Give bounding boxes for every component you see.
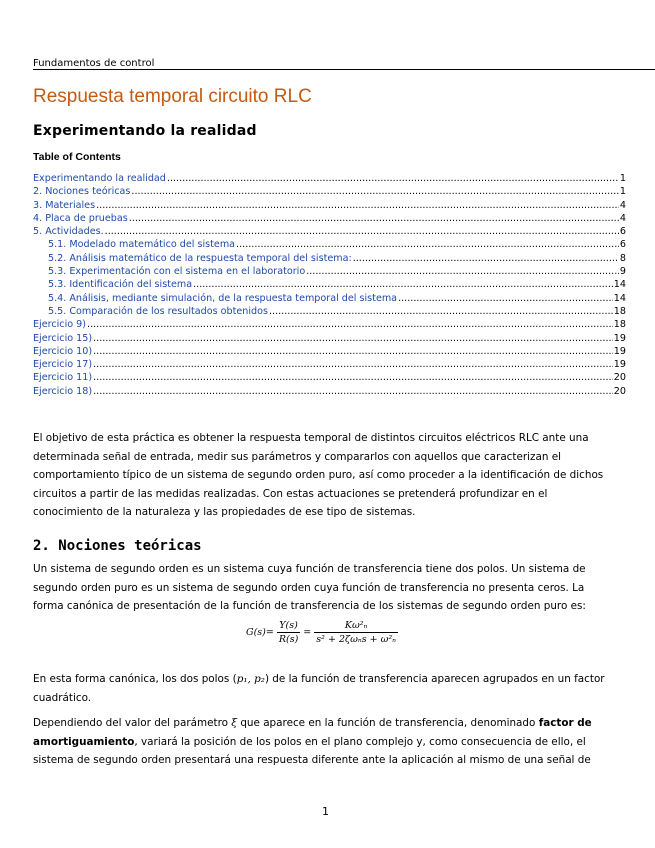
toc-entry-page: 19 bbox=[613, 345, 626, 357]
toc-entry-label[interactable]: 5.1. Modelado matemático del sistema bbox=[48, 239, 236, 251]
intro-paragraph: El objetivo de esta práctica es obtener la respuesta temporal de distintos circuitos eléctricos RLC ante una determinada señal de entrada, medir sus parámetros y compararlos con aquellos que caracterizan el comportamiento típico de un sistema de segundo orden puro, así como proceder a la identificación de dichos circuitos a partir de las medidas realizadas. Con estas actuaciones se pretenderá profundizar en el conocimiento de la naturaleza y las propiedades de ese tipo de sistemas. bbox=[33, 432, 604, 518]
toc-leader-dots bbox=[193, 279, 613, 290]
formula-denominator-1: R(s) bbox=[278, 634, 299, 645]
formula-equals: = bbox=[303, 627, 312, 638]
toc-entry[interactable] bbox=[33, 293, 626, 306]
formula-denominator-2: s² + 2ζωₙs + ω²ₙ bbox=[316, 634, 397, 645]
toc-entry[interactable] bbox=[33, 372, 626, 385]
toc-entry-page: 20 bbox=[613, 372, 626, 384]
toc-entry[interactable] bbox=[33, 346, 626, 359]
toc-entry[interactable] bbox=[33, 200, 626, 213]
toc-entry-label[interactable]: Ejercicio 17) bbox=[33, 359, 93, 371]
theory-paragraph-2 bbox=[33, 670, 618, 707]
paragraph-text: ) de la función de transferencia aparecen agrupados en un factor cuadrático. bbox=[33, 673, 605, 704]
toc-entry[interactable] bbox=[33, 226, 626, 239]
toc-entry-page: 6 bbox=[619, 226, 626, 238]
toc-entry[interactable] bbox=[33, 173, 626, 186]
table-of-contents bbox=[33, 173, 626, 399]
toc-leader-dots bbox=[236, 239, 619, 250]
toc-entry-label[interactable]: 5.3. Experimentación con el sistema en el laboratorio bbox=[48, 266, 306, 278]
running-header: Fundamentos de control bbox=[33, 58, 155, 69]
toc-entry-page: 14 bbox=[613, 292, 626, 304]
toc-entry-label[interactable]: Ejercicio 11) bbox=[33, 372, 93, 384]
toc-entry-page: 14 bbox=[613, 279, 626, 291]
toc-leader-dots bbox=[398, 293, 613, 304]
toc-entry-page: 20 bbox=[613, 385, 626, 397]
formula-numerator-2: Kω²ₙ bbox=[344, 620, 368, 631]
toc-entry-page: 1 bbox=[619, 186, 626, 198]
toc-entry-label[interactable]: 4. Placa de pruebas bbox=[33, 212, 128, 224]
toc-leader-dots bbox=[306, 266, 619, 277]
toc-leader-dots bbox=[131, 186, 619, 197]
section-title-nociones: 2. Nociones teóricas bbox=[33, 538, 202, 554]
toc-entry[interactable] bbox=[33, 239, 626, 252]
toc-entry[interactable] bbox=[33, 213, 626, 226]
toc-entry-page: 4 bbox=[619, 212, 626, 224]
formula-numerator-1: Y(s) bbox=[279, 620, 298, 631]
toc-entry-page: 9 bbox=[619, 266, 626, 278]
toc-entry[interactable] bbox=[33, 186, 626, 199]
toc-entry-label[interactable]: Ejercicio 18) bbox=[33, 385, 93, 397]
toc-leader-dots bbox=[105, 226, 619, 237]
toc-leader-dots bbox=[353, 253, 619, 264]
toc-leader-dots bbox=[129, 213, 619, 224]
toc-entry[interactable] bbox=[33, 359, 626, 372]
toc-entry-label[interactable]: 5.5. Comparación de los resultados obtenidos bbox=[48, 305, 268, 317]
paragraph-text: que aparece en la función de transferencia, denominado bbox=[237, 717, 539, 729]
toc-entry-page: 18 bbox=[613, 319, 626, 331]
paragraph-text: Dependiendo del valor del parámetro bbox=[33, 717, 232, 729]
poles-symbol: p₁, p₂ bbox=[236, 673, 265, 685]
paragraph-text: En esta forma canónica, los dos polos ( bbox=[33, 673, 237, 685]
toc-entry-label[interactable]: Experimentando la realidad bbox=[33, 173, 166, 184]
toc-entry[interactable] bbox=[33, 333, 626, 346]
toc-entry-page: 6 bbox=[619, 239, 626, 251]
toc-leader-dots bbox=[93, 386, 613, 397]
toc-entry-label[interactable]: 5. Actividades. bbox=[33, 226, 104, 238]
xi-symbol: ξ bbox=[231, 717, 238, 729]
toc-entry[interactable] bbox=[33, 386, 626, 399]
transfer-function-formula bbox=[246, 620, 401, 645]
formula-fraction-2 bbox=[314, 620, 398, 645]
header-divider bbox=[33, 69, 655, 70]
toc-leader-dots bbox=[167, 173, 619, 184]
toc-leader-dots bbox=[93, 359, 613, 370]
page-number: 1 bbox=[322, 805, 329, 818]
paragraph-text: , variará la posición de los polos en el plano complejo y, como consecuencia de ello, el sistema de segundo orden presentará una respuesta diferente ante la aplicación al mismo de una señal de bbox=[33, 735, 591, 766]
toc-leader-dots bbox=[93, 333, 613, 344]
toc-entry[interactable] bbox=[33, 266, 626, 279]
toc-leader-dots bbox=[87, 319, 613, 330]
toc-entry-label[interactable]: Ejercicio 15) bbox=[33, 332, 93, 344]
theory-paragraph-3 bbox=[33, 714, 618, 770]
toc-leader-dots bbox=[96, 200, 619, 211]
theory-paragraph-1: Un sistema de segundo orden es un sistema cuya función de transferencia tiene dos polos. Un sistema de segundo orden puro es un sistema de segundo orden cuya función de transferencia no presenta ceros. La forma canónica de presentación de la función de transferencia de los sistemas de segundo orden puro es: bbox=[33, 563, 586, 612]
formula-fraction-1 bbox=[277, 620, 300, 645]
toc-entry-label[interactable]: 5.2. Análisis matemático de la respuesta temporal del sistema: bbox=[48, 252, 352, 264]
toc-entry-label[interactable]: 5.3. Identificación del sistema bbox=[48, 279, 193, 291]
toc-leader-dots bbox=[93, 372, 613, 383]
toc-entry-page: 18 bbox=[613, 305, 626, 317]
toc-entry[interactable] bbox=[33, 319, 626, 332]
damping-factor-term: factor de amortiguamiento bbox=[33, 717, 592, 748]
toc-entry[interactable] bbox=[33, 306, 626, 319]
formula-lhs: G(s)= bbox=[246, 627, 274, 638]
toc-entry-label[interactable]: 2. Nociones teóricas bbox=[33, 186, 131, 198]
toc-leader-dots bbox=[93, 346, 613, 357]
document-title: Respuesta temporal circuito RLC bbox=[33, 86, 312, 107]
toc-entry-label[interactable]: 3. Materiales bbox=[33, 199, 96, 211]
toc-entry[interactable] bbox=[33, 253, 626, 266]
toc-entry-page: 19 bbox=[613, 359, 626, 371]
toc-entry-label[interactable]: 5.4. Análisis, mediante simulación, de la respuesta temporal del sistema bbox=[48, 292, 398, 304]
toc-entry[interactable] bbox=[33, 279, 626, 292]
toc-entry-label[interactable]: Ejercicio 10) bbox=[33, 345, 93, 357]
toc-entry-label[interactable]: Ejercicio 9) bbox=[33, 319, 87, 331]
toc-leader-dots bbox=[269, 306, 613, 317]
toc-entry-page: 8 bbox=[619, 252, 626, 264]
toc-entry-page: 19 bbox=[613, 332, 626, 344]
toc-heading: Table of Contents bbox=[33, 151, 121, 163]
toc-entry-page: 1 bbox=[619, 173, 626, 184]
toc-entry-page: 4 bbox=[619, 199, 626, 211]
section-title-experimentando: Experimentando la realidad bbox=[33, 123, 257, 139]
